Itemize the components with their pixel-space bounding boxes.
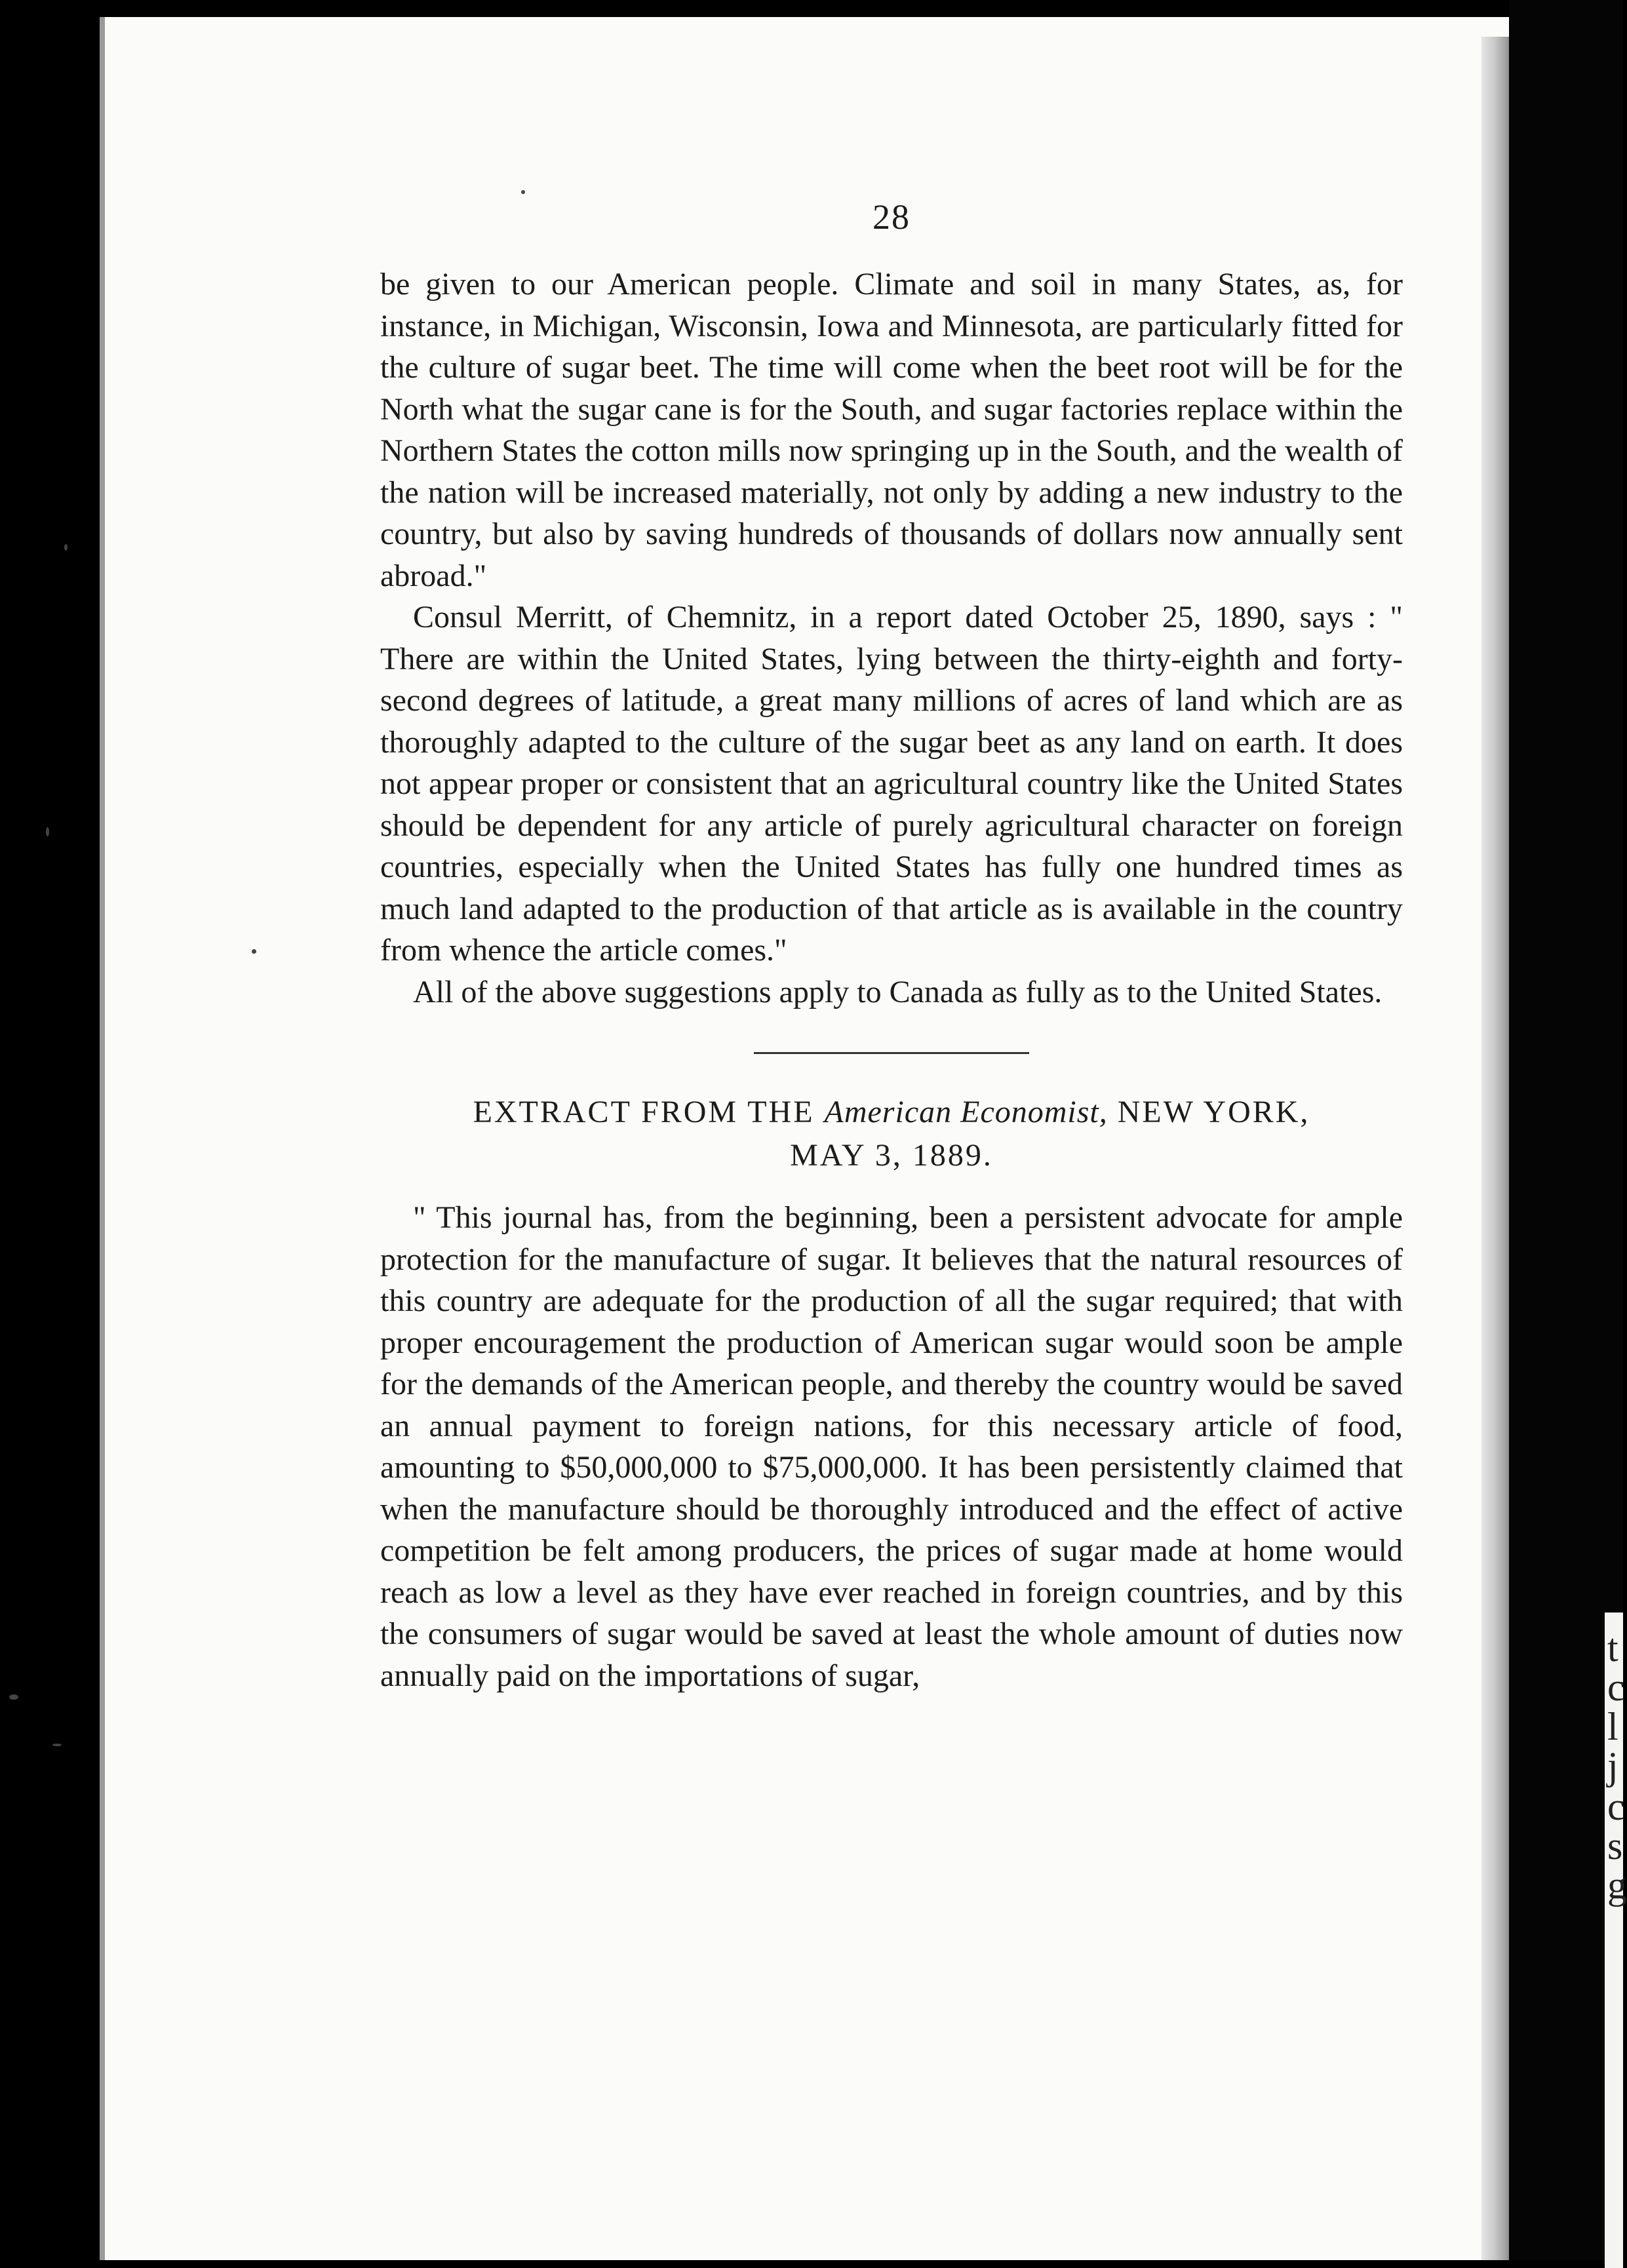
heading-publication: American Economist, bbox=[824, 1095, 1108, 1129]
next-page-letter: g bbox=[1607, 1864, 1627, 1907]
next-page-letter: c bbox=[1607, 1785, 1625, 1828]
heading-suffix: NEW YORK, bbox=[1117, 1095, 1310, 1129]
scan-speck bbox=[46, 827, 49, 836]
paragraph-extract: " This journal has, from the beginning, been a persistent advocate for ample protection for the manufacture of sugar. It believes that the natural resources of this country are adequate for the production of all the sugar required; that with proper encouragement the production of American sugar would soon be ample for the demands of the American people, and thereby the country would be saved an annual payment to foreign nations, for this necessary article of food, amounting to $50,000,000 to $75,000,000. It has been persistently claimed that when the manufacture should be thoroughly introduced and the effect of active competition be felt among producers, the prices of sugar made at home would reach as low a level as they have ever reached in foreign countries, and by this the consumers of sugar would be saved at least the whole amount of duties now annually paid on the importations of sugar, bbox=[380, 1200, 1403, 1693]
section-heading bbox=[380, 1091, 1403, 1177]
scan-speck bbox=[64, 544, 68, 551]
next-page-letter: c bbox=[1607, 1666, 1625, 1709]
section-divider bbox=[754, 1052, 1029, 1054]
page-content bbox=[380, 197, 1403, 1696]
next-page-letter: l bbox=[1607, 1705, 1618, 1748]
next-page-letter: j bbox=[1607, 1744, 1618, 1788]
heading-prefix: EXTRACT FROM THE bbox=[473, 1095, 815, 1129]
page-left-edge bbox=[100, 17, 105, 2260]
scan-speck bbox=[52, 1744, 62, 1746]
paragraph-consul-merritt: Consul Merritt, of Chemnitz, in a report dated October 25, 1890, says : " There are within the United States, lying between the thirty-eighth and forty-second degrees of latitude, a great many millions of acres of land which are as thoroughly adapted to the culture of the sugar beet as any land on earth. It does not appear proper or consistent that an agricultural country like the United States should be dependent for any article of purely agricultural character on foreign countries, especially when the United States has fully one hundred times as much land adapted to the production of that article as is available in the country from whence the article comes." bbox=[380, 600, 1403, 968]
scan-speck bbox=[252, 949, 256, 954]
heading-date: MAY 3, 1889. bbox=[790, 1138, 993, 1173]
next-page-letter: s bbox=[1607, 1824, 1623, 1867]
page-number: 28 bbox=[872, 197, 911, 237]
scan-speck bbox=[521, 190, 525, 194]
next-page-fragment bbox=[1605, 1613, 1627, 2268]
paragraph-american-people: be given to our American people. Climate and soil in many States, as, for instance, in Michigan, Wisconsin, Iowa and Minnesota, are particularly fitted for the culture of sugar beet. The time will come when the beet root will be for the North what the sugar cane is for the South, and sugar factories replace within the Northern States the cotton mills now springing up in the South, and the wealth of the nation will be increased materially, not only by adding a new industry to the country, but also by saving hundreds of thousands of dollars now annually sent abroad." bbox=[380, 267, 1403, 593]
paragraph-canada: All of the above suggestions apply to Canada as fully as to the United States. bbox=[413, 974, 1382, 1009]
next-page-letter: t bbox=[1607, 1626, 1618, 1670]
scan-speck bbox=[9, 1694, 18, 1700]
